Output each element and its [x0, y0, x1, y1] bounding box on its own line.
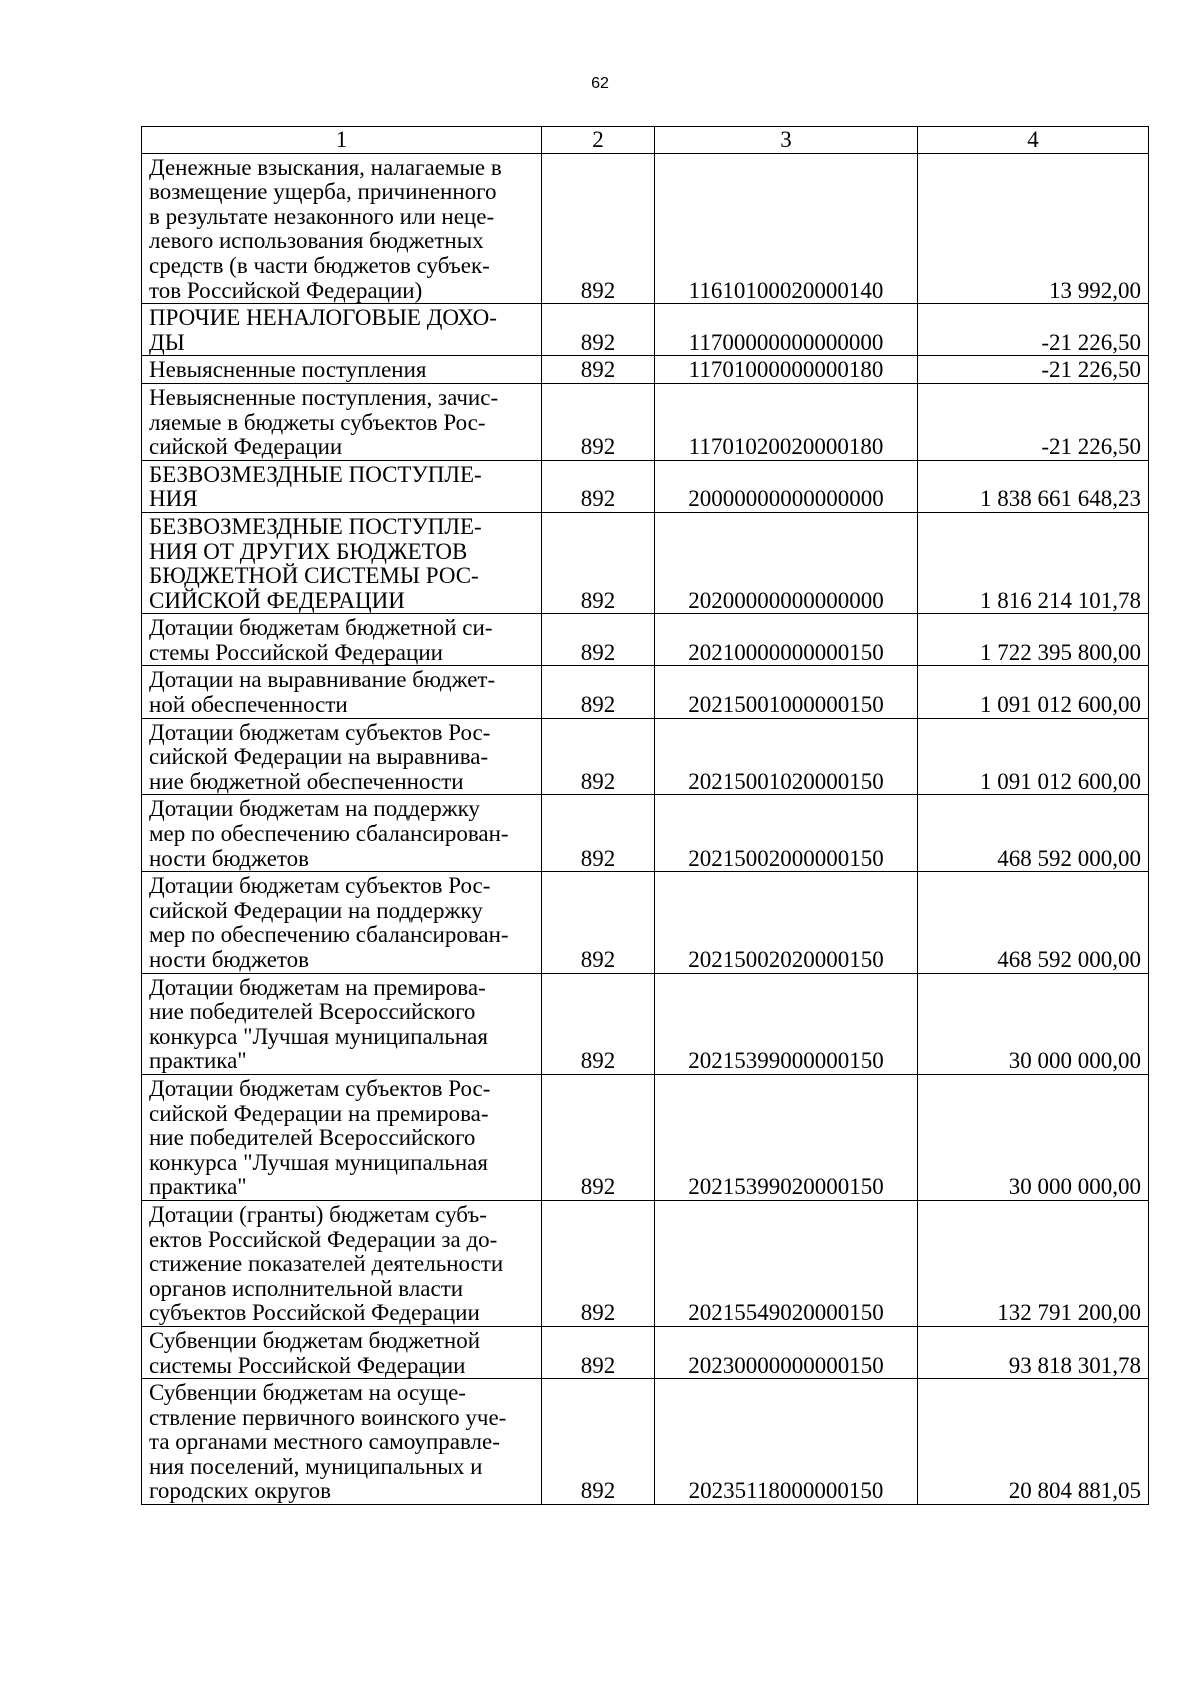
budget-code-cell [655, 973, 918, 1074]
budget-code-cell-text: 11610100020000140 [688, 277, 884, 303]
budget-code-cell [655, 512, 918, 613]
budget-code-cell [655, 1074, 918, 1200]
admin-code-cell-text: 892 [580, 845, 616, 871]
revenue-name-cell [142, 872, 542, 973]
revenue-name-cell-text: Дотации на выравнивание бюджет- ной обеспеченности [149, 667, 496, 718]
amount-cell-text: 132 791 200,00 [997, 1300, 1141, 1326]
amount-cell [918, 973, 1149, 1074]
column-header-4: 4 [918, 127, 1149, 154]
table-row [142, 666, 1149, 718]
amount-cell [918, 304, 1149, 356]
revenue-name-cell-text: БЕЗВОЗМЕЗДНЫЕ ПОСТУПЛЕ- НИЯ ОТ ДРУГИХ БЮДЖЕТОВ БЮДЖЕТНОЙ СИСТЕМЫ РОС- СИЙСКОЙ ФЕДЕРАЦИИ [149, 513, 482, 613]
admin-code-cell [542, 1379, 655, 1505]
admin-code-cell-text: 892 [580, 329, 616, 355]
budget-code-cell-text: 20210000000000150 [688, 639, 884, 665]
revenue-name-cell-text: ПРОЧИЕ НЕНАЛОГОВЫЕ ДОХО- ДЫ [149, 305, 497, 355]
amount-cell-text: 1 722 395 800,00 [980, 639, 1141, 665]
table-row [142, 1326, 1149, 1378]
revenue-name-cell-text: Дотации (гранты) бюджетам субъ- ектов Российской Федерации за до- стижение показателей деятельности органов исполнительной власти субъектов Российской Федерации [149, 1201, 504, 1326]
amount-cell-text: -21 226,50 [1041, 434, 1141, 460]
amount-cell [918, 718, 1149, 795]
budget-code-cell [655, 1326, 918, 1378]
revenue-name-cell-text: Дотации бюджетам субъектов Рос- сийской Федерации на премирова- ние победителей Всероссийского конкурса "Лучшая муниципальная практика" [149, 1075, 491, 1200]
admin-code-cell [542, 614, 655, 666]
admin-code-cell [542, 1200, 655, 1326]
revenue-name-cell [142, 718, 542, 795]
table-row [142, 872, 1149, 973]
revenue-name-cell [142, 795, 542, 872]
revenue-name-cell [142, 1326, 542, 1378]
amount-cell [918, 512, 1149, 613]
admin-code-cell-text: 892 [580, 768, 616, 794]
table-row [142, 614, 1149, 666]
admin-code-cell [542, 356, 655, 384]
budget-code-cell-text: 20215399020000150 [688, 1174, 884, 1200]
column-header-1: 1 [142, 127, 542, 154]
budget-code-cell [655, 356, 918, 384]
revenue-name-cell [142, 512, 542, 613]
revenue-name-cell-text: Субвенции бюджетам на осуще- ствление первичного воинского уче- та органами местного самоуправле- ния поселений, муниципальных и городских округов [149, 1380, 507, 1504]
revenue-name-cell [142, 666, 542, 718]
revenue-name-cell [142, 1379, 542, 1505]
admin-code-cell [542, 512, 655, 613]
budget-code-cell [655, 718, 918, 795]
amount-cell [918, 666, 1149, 718]
budget-code-cell-text: 20215001020000150 [688, 768, 884, 794]
column-header-3: 3 [655, 127, 918, 154]
table-row [142, 512, 1149, 613]
table-header-row [142, 127, 1149, 154]
table-row [142, 1379, 1149, 1505]
amount-cell [918, 460, 1149, 512]
budget-code-cell-text: 20215001000000150 [688, 692, 884, 718]
amount-cell [918, 614, 1149, 666]
admin-code-cell-text: 892 [580, 1048, 616, 1074]
admin-code-cell-text: 892 [580, 692, 616, 718]
revenue-name-cell [142, 614, 542, 666]
table-row [142, 356, 1149, 384]
budget-code-cell-text: 20215549020000150 [688, 1300, 884, 1326]
revenue-name-cell [142, 973, 542, 1074]
table-row [142, 304, 1149, 356]
table-row [142, 718, 1149, 795]
amount-cell-text: 93 818 301,78 [1008, 1352, 1141, 1378]
budget-code-cell-text: 11701000000000180 [688, 357, 884, 383]
budget-code-cell-text: 20215002020000150 [688, 947, 884, 972]
budget-code-cell [655, 1200, 918, 1326]
table-row [142, 1200, 1149, 1326]
admin-code-cell-text: 892 [580, 587, 616, 613]
amount-cell [918, 795, 1149, 872]
budget-code-cell-text: 11700000000000000 [688, 329, 884, 355]
admin-code-cell [542, 153, 655, 304]
revenue-name-cell [142, 1074, 542, 1200]
amount-cell-text: 13 992,00 [1049, 277, 1141, 303]
admin-code-cell [542, 973, 655, 1074]
revenue-name-cell-text: БЕЗВОЗМЕЗДНЫЕ ПОСТУПЛЕ- НИЯ [149, 461, 482, 512]
revenue-name-cell-text: Дотации бюджетам на премирова- ние победителей Всероссийского конкурса "Лучшая муниципальная практика" [149, 974, 488, 1074]
amount-cell-text: 468 592 000,00 [997, 845, 1141, 871]
budget-code-cell-text: 20000000000000000 [688, 486, 884, 512]
admin-code-cell [542, 460, 655, 512]
revenue-name-cell-text: Дотации бюджетам субъектов Рос- сийской Федерации на поддержку мер по обеспечению сбалансирован- ности бюджетов [149, 873, 509, 972]
revenue-name-cell [142, 460, 542, 512]
column-header-2: 2 [542, 127, 655, 154]
amount-cell [918, 872, 1149, 973]
amount-cell-text: 1 838 661 648,23 [980, 486, 1141, 512]
budget-code-cell [655, 795, 918, 872]
table-row [142, 973, 1149, 1074]
table-row [142, 1074, 1149, 1200]
admin-code-cell [542, 1074, 655, 1200]
amount-cell-text: 20 804 881,05 [1008, 1478, 1141, 1504]
page-number: 62 [591, 75, 609, 92]
amount-cell-text: -21 226,50 [1041, 357, 1141, 383]
admin-code-cell-text: 892 [580, 639, 616, 665]
revenue-name-cell [142, 1200, 542, 1326]
amount-cell [918, 1074, 1149, 1200]
amount-cell [918, 1379, 1149, 1505]
budget-code-cell-text: 20230000000000150 [688, 1352, 884, 1378]
table-row [142, 795, 1149, 872]
amount-cell-text: 1 091 012 600,00 [980, 768, 1141, 794]
budget-code-cell-text: 20235118000000150 [688, 1478, 884, 1504]
amount-cell [918, 1200, 1149, 1326]
table-row [142, 460, 1149, 512]
revenue-name-cell-text: Денежные взыскания, налагаемые в возмещение ущерба, причиненного в результате незаконного или неце- левого использования бюджетных средств (в части бюджетов субъек- тов Российской Федерации) [149, 154, 502, 303]
admin-code-cell-text: 892 [580, 1352, 616, 1378]
revenue-name-cell-text: Невыясненные поступления [149, 357, 427, 383]
amount-cell-text: 1 816 214 101,78 [980, 587, 1141, 613]
admin-code-cell [542, 383, 655, 460]
admin-code-cell-text: 892 [580, 1300, 616, 1326]
amount-cell [918, 356, 1149, 384]
amount-cell-text: 1 091 012 600,00 [980, 692, 1141, 718]
revenue-name-cell [142, 153, 542, 304]
budget-code-cell [655, 872, 918, 973]
admin-code-cell [542, 718, 655, 795]
budget-code-cell [655, 383, 918, 460]
admin-code-cell-text: 892 [580, 486, 616, 512]
admin-code-cell-text: 892 [580, 434, 616, 460]
admin-code-cell-text: 892 [580, 357, 616, 383]
admin-code-cell [542, 666, 655, 718]
amount-cell-text: 30 000 000,00 [1008, 1174, 1141, 1200]
budget-code-cell [655, 1379, 918, 1505]
budget-code-cell-text: 20215002000000150 [688, 845, 884, 871]
revenue-name-cell-text: Дотации бюджетам бюджетной си- стемы Российской Федерации [149, 615, 493, 665]
amount-cell [918, 1326, 1149, 1378]
budget-code-cell [655, 153, 918, 304]
revenue-name-cell-text: Дотации бюджетам на поддержку мер по обеспечению сбалансирован- ности бюджетов [149, 796, 509, 871]
budget-code-cell [655, 460, 918, 512]
admin-code-cell [542, 872, 655, 973]
admin-code-cell-text: 892 [580, 947, 616, 972]
amount-cell [918, 383, 1149, 460]
budget-code-cell-text: 20215399000000150 [688, 1048, 884, 1074]
revenue-name-cell [142, 383, 542, 460]
amount-cell [918, 153, 1149, 304]
table-row [142, 383, 1149, 460]
amount-cell-text: 30 000 000,00 [1008, 1048, 1141, 1074]
budget-table [141, 126, 1149, 1505]
admin-code-cell-text: 892 [580, 1478, 616, 1504]
admin-code-cell [542, 304, 655, 356]
revenue-name-cell-text: Субвенции бюджетам бюджетной системы Российской Федерации [149, 1327, 481, 1378]
admin-code-cell-text: 892 [580, 1174, 616, 1200]
amount-cell-text: -21 226,50 [1041, 329, 1141, 355]
budget-code-cell-text: 20200000000000000 [688, 587, 884, 613]
budget-code-cell [655, 666, 918, 718]
admin-code-cell-text: 892 [580, 277, 616, 303]
revenue-name-cell-text: Дотации бюджетам субъектов Рос- сийской Федерации на выравнива- ние бюджетной обеспеченности [149, 719, 491, 794]
budget-code-cell [655, 304, 918, 356]
budget-code-cell [655, 614, 918, 666]
amount-cell-text: 468 592 000,00 [997, 947, 1141, 972]
budget-code-cell-text: 11701020020000180 [688, 434, 884, 460]
revenue-name-cell-text: Невыясненные поступления, зачис- ляемые в бюджеты субъектов Рос- сийской Федерации [149, 384, 499, 460]
table-row [142, 153, 1149, 304]
admin-code-cell [542, 1326, 655, 1378]
revenue-name-cell [142, 304, 542, 356]
revenue-name-cell [142, 356, 542, 384]
admin-code-cell [542, 795, 655, 872]
